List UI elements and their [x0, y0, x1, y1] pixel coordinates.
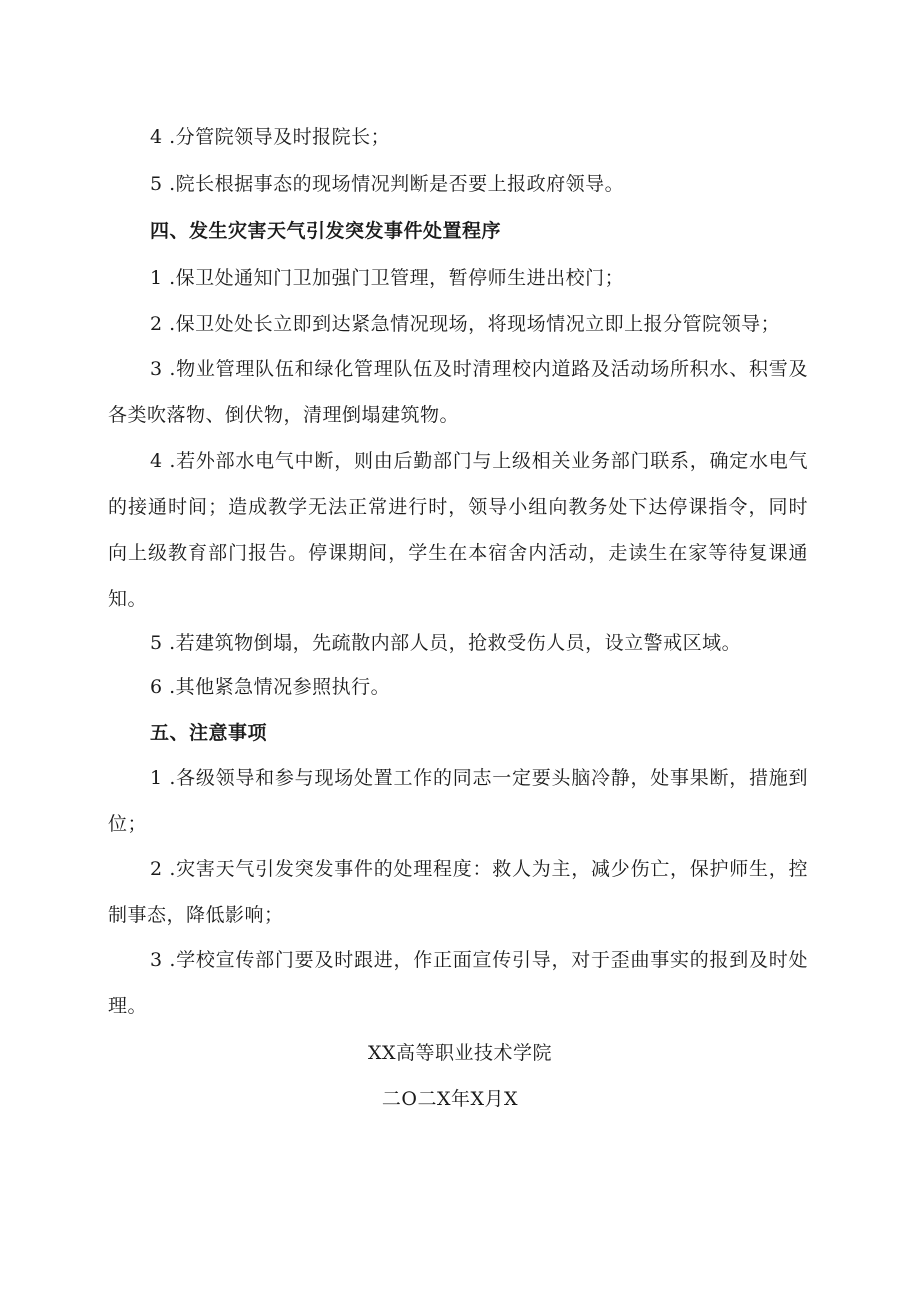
- list-item: 5 .若建筑物倒塌，先疏散内部人员，抢救受伤人员，设立警戒区域。: [150, 632, 742, 654]
- list-item: 1 .各级领导和参与现场处置工作的同志一定要头脑冷静，处事果断，措施到位；: [108, 767, 808, 835]
- signature-organization: XX高等职业技术学院: [367, 1042, 553, 1064]
- section-heading: 五、注意事项: [150, 722, 268, 744]
- list-item: 4 .若外部水电气中断，则由后勤部门与上级相关业务部门联系，确定水电气的接通时间；造成教学无法正常进行时，领导小组向教务处下达停课指令，同时向上级教育部门报告。停课期间，学生在本宿舍内活动，走读生在家等待复课通知。: [108, 450, 808, 610]
- signature-date: 二O二X年X月X: [381, 1088, 519, 1110]
- list-item: 3 .学校宣传部门要及时跟进，作正面宣传引导，对于歪曲事实的报到及时处理。: [108, 949, 808, 1017]
- list-item: 2 .保卫处处长立即到达紧急情况现场，将现场情况立即上报分管院领导；: [150, 313, 781, 335]
- section-heading: 四、发生灾害天气引发突发事件处置程序: [150, 220, 502, 242]
- list-item: 5 .院长根据事态的现场情况判断是否要上报政府领导。: [150, 173, 625, 195]
- list-item: 1 .保卫处通知门卫加强门卫管理，暂停师生进出校门；: [150, 267, 625, 289]
- list-item: 3 .物业管理队伍和绿化管理队伍及时清理校内道路及活动场所积水、积雪及各类吹落物、倒伏物，清理倒塌建筑物。: [108, 358, 808, 426]
- list-item: 6 .其他紧急情况参照执行。: [150, 676, 391, 698]
- list-item: 2 .灾害天气引发突发事件的处理程度：救人为主，减少伤亡，保护师生，控制事态，降低影响；: [108, 858, 808, 926]
- list-item: 4 .分管院领导及时报院长；: [150, 126, 391, 148]
